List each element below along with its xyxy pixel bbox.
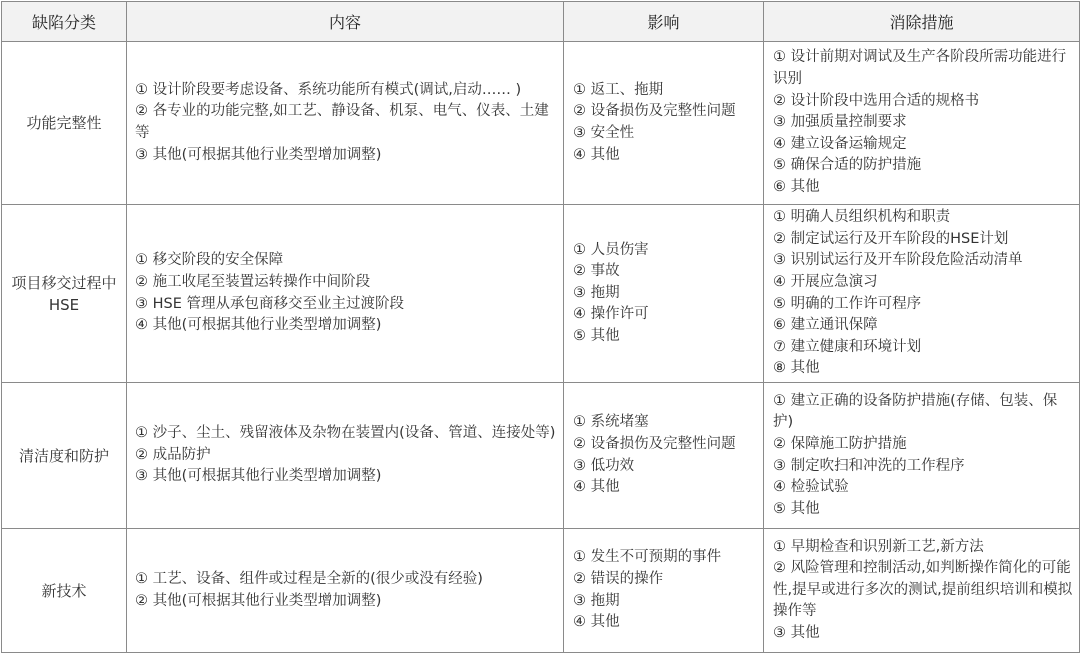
header-measures: 消除措施 xyxy=(764,2,1080,42)
row-measures xyxy=(764,42,1080,205)
list-item: ③ 安全性 xyxy=(573,125,635,141)
list-item: ④ 其他 xyxy=(573,146,620,163)
list-item: ④ 开展应急演习 xyxy=(773,273,878,290)
list-item: ④ 建立设备运输规定 xyxy=(773,135,907,152)
row-impact xyxy=(564,205,764,383)
list-item: ④ 操作许可 xyxy=(573,306,649,323)
category-text: 功能完整性 xyxy=(26,114,102,132)
row-impact xyxy=(564,529,764,653)
list-item: ② 成品防护 xyxy=(135,446,211,463)
header-row xyxy=(2,2,1080,42)
list-item: ⑥ 其他 xyxy=(773,178,820,195)
list-item: ⑧ 其他 xyxy=(773,360,820,377)
list-item: ② 制定试运行及开车阶段的HSE计划 xyxy=(773,230,1009,247)
row-content xyxy=(127,42,564,205)
list-item: ① 设计阶段要考虑设备、系统功能所有模式(调试,启动…… ) xyxy=(135,81,522,98)
list-item: ① 发生不可预期的事件 xyxy=(573,549,722,566)
list-item: ③ 拖期 xyxy=(573,592,620,609)
row-measures xyxy=(764,205,1080,383)
table-row xyxy=(2,383,1080,529)
list-item: ① 早期检查和识别新工艺,新方法 xyxy=(773,538,984,555)
list-item: ② 风险管理和控制活动,如判断操作简化的可能性,提早或进行多次的测试,提前组织培训和模拟操作等 xyxy=(773,560,1073,620)
list-item: ① 人员伤害 xyxy=(573,241,649,258)
row-content xyxy=(127,529,564,653)
list-item: ③ 制定吹扫和冲洗的工作程序 xyxy=(773,457,965,474)
list-item: ④ 其他(可根据其他行业类型增加调整) xyxy=(135,317,382,334)
list-item: ② 错误的操作 xyxy=(573,570,664,587)
impact-list xyxy=(573,80,759,166)
content-list xyxy=(135,569,559,612)
list-item: ④ 检验试验 xyxy=(773,479,849,496)
measures-list xyxy=(773,391,1075,521)
impact-list xyxy=(573,412,759,498)
category-text: 清洁度和防护 xyxy=(18,446,109,465)
list-item: ① 设计前期对调试及生产各阶段所需功能进行识别 xyxy=(773,49,1067,88)
table-row xyxy=(2,42,1080,205)
row-category xyxy=(2,42,127,205)
list-item: ③ 低功效 xyxy=(573,457,635,474)
list-item: ① 建立正确的设备防护措施(存储、包装、保护) xyxy=(773,392,1058,431)
measures-list xyxy=(773,47,1075,198)
list-item: ⑦ 建立健康和环境计划 xyxy=(773,338,922,355)
list-item: ① 系统堵塞 xyxy=(573,414,649,431)
list-item: ① 工艺、设备、组件或过程是全新的(很少或没有经验) xyxy=(135,570,483,587)
list-item: ① 移交阶段的安全保障 xyxy=(135,252,284,269)
row-impact xyxy=(564,42,764,205)
list-item: ① 明确人员组织机构和职责 xyxy=(773,209,951,226)
defect-table xyxy=(1,1,1080,653)
list-item: ② 事故 xyxy=(573,263,620,280)
list-item: ④ 其他 xyxy=(573,614,620,631)
measures-list xyxy=(773,537,1075,645)
list-item: ② 其他(可根据其他行业类型增加调整) xyxy=(135,592,382,609)
list-item: ⑤ 明确的工作许可程序 xyxy=(773,295,922,312)
header-content: 内容 xyxy=(127,2,564,42)
content-list xyxy=(135,250,559,336)
list-item: ③ 拖期 xyxy=(573,284,620,301)
row-measures xyxy=(764,529,1080,653)
list-item: ⑤ 其他 xyxy=(773,500,820,517)
list-item: ③ HSE 管理从承包商移交至业主过渡阶段 xyxy=(135,295,404,312)
header-impact: 影响 xyxy=(564,2,764,42)
list-item: ② 设备损伤及完整性问题 xyxy=(573,103,736,120)
row-impact xyxy=(564,383,764,529)
list-item: ③ 其他(可根据其他行业类型增加调整) xyxy=(135,146,382,163)
row-category xyxy=(2,383,127,529)
impact-list xyxy=(573,240,759,348)
content-list xyxy=(135,423,559,488)
table-row xyxy=(2,205,1080,383)
row-category xyxy=(2,529,127,653)
list-item: ⑤ 其他 xyxy=(573,327,620,344)
table-row xyxy=(2,529,1080,653)
list-item: ③ 识别试运行及开车阶段危险活动清单 xyxy=(773,252,1023,269)
list-item: ② 各专业的功能完整,如工艺、静设备、机泵、电气、仪表、土建等 xyxy=(135,103,549,141)
row-content xyxy=(127,383,564,529)
list-item: ① 沙子、尘土、残留液体及杂物在装置内(设备、管道、连接处等) xyxy=(135,425,556,442)
category-text: 项目移交过程中HSE xyxy=(11,273,117,314)
list-item: ③ 加强质量控制要求 xyxy=(773,114,907,131)
row-content xyxy=(127,205,564,383)
header-category: 缺陷分类 xyxy=(2,2,127,42)
row-measures xyxy=(764,383,1080,529)
list-item: ② 设计阶段中选用合适的规格书 xyxy=(773,92,980,109)
list-item: ② 施工收尾至装置运转操作中间阶段 xyxy=(135,273,371,290)
row-category xyxy=(2,205,127,383)
impact-list xyxy=(573,547,759,633)
list-item: ② 保障施工防护措施 xyxy=(773,435,907,452)
content-list xyxy=(135,80,559,166)
list-item: ④ 其他 xyxy=(573,479,620,496)
list-item: ⑥ 建立通讯保障 xyxy=(773,317,878,334)
list-item: ③ 其他 xyxy=(773,624,820,641)
category-text: 新技术 xyxy=(41,581,87,600)
list-item: ② 设备损伤及完整性问题 xyxy=(573,435,736,452)
list-item: ① 返工、拖期 xyxy=(573,81,664,98)
list-item: ⑤ 确保合适的防护措施 xyxy=(773,157,922,174)
list-item: ③ 其他(可根据其他行业类型增加调整) xyxy=(135,468,382,485)
measures-list xyxy=(773,207,1075,380)
